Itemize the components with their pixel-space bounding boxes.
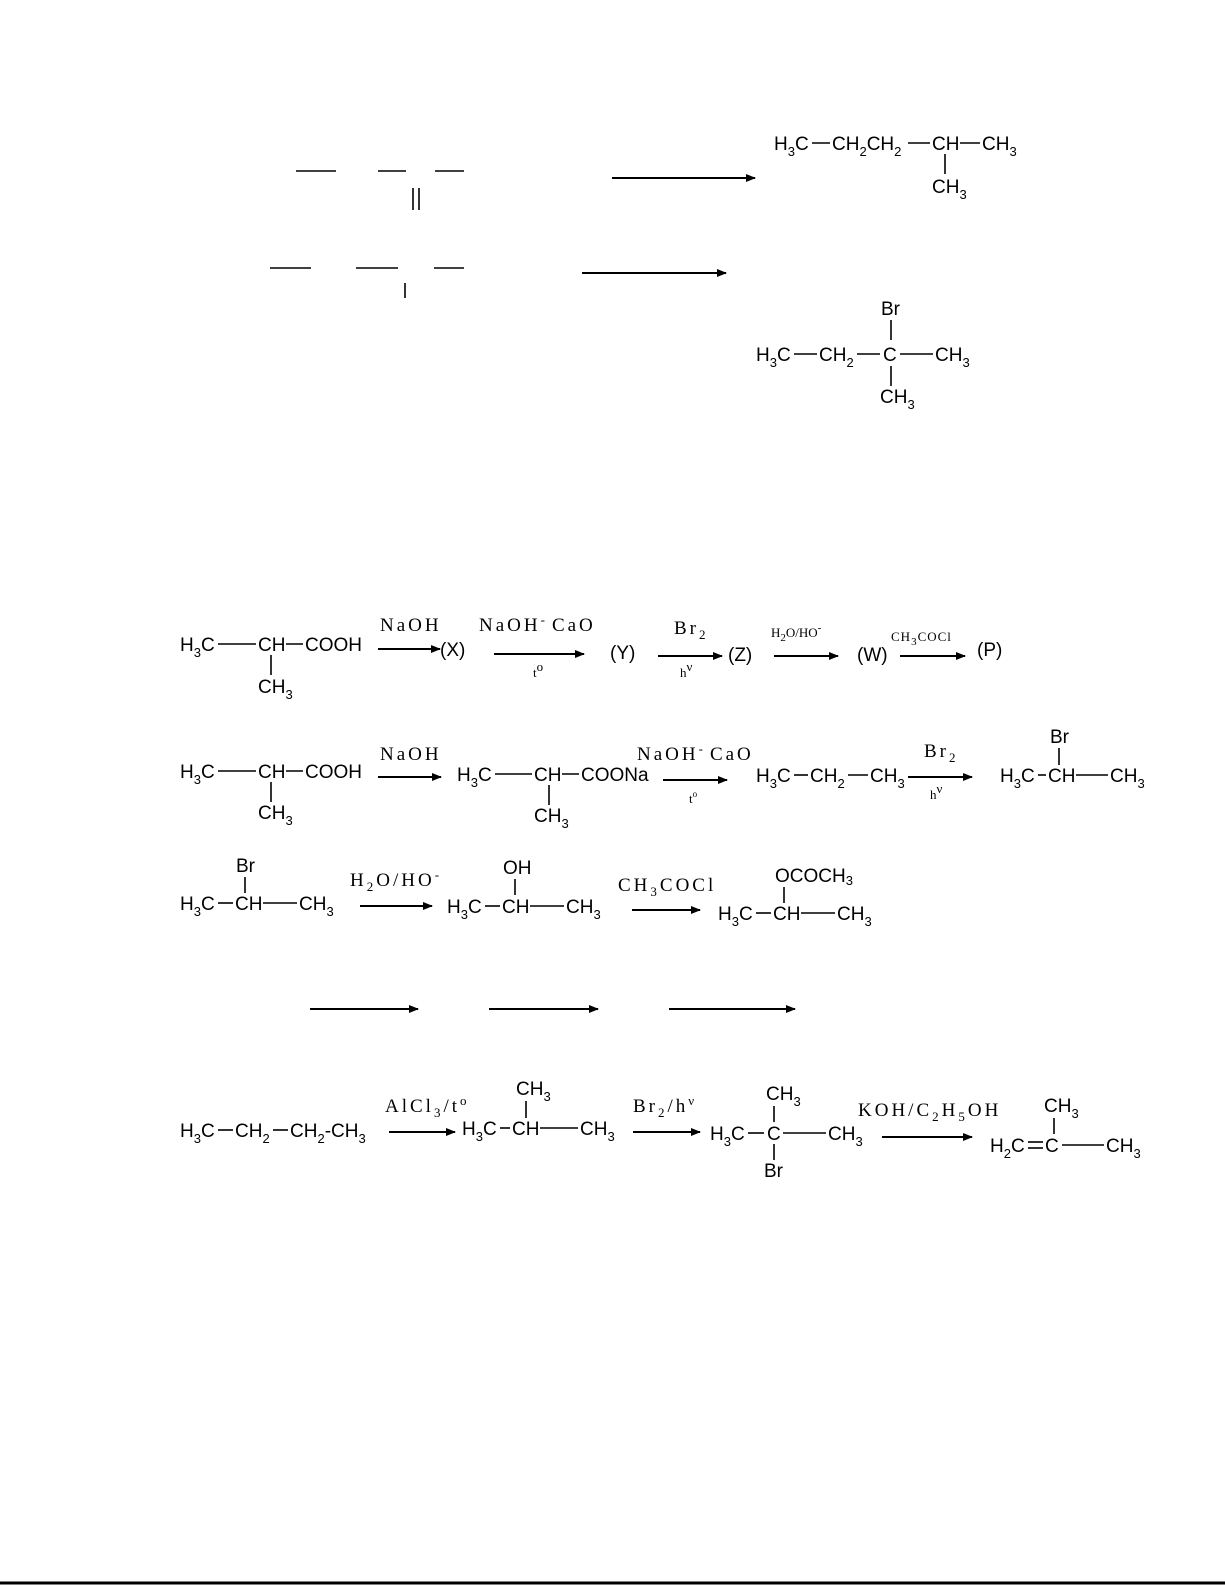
svg-text:CH3: $CH_3$: [258, 803, 293, 828]
svg-text:CH3: $CH_3$: [982, 134, 1017, 159]
svg-text:Br: Br: [881, 299, 900, 320]
svg-text:NaOH-CaO: NaOH- CaO: [637, 741, 754, 765]
svg-text:H3C: $H_3C$: [180, 1121, 215, 1146]
svg-text:CH2-CH3: $CH_2-CH_3$: [290, 1121, 366, 1146]
svg-text:Br2: $Br_2$: [674, 618, 709, 642]
svg-text:AlCl3/to: $AlCl_3/t^o$: [385, 1093, 470, 1120]
2-bromopropane: [180, 856, 334, 919]
svg-text:H3C: $H_3C$: [756, 766, 791, 791]
svg-text:CH: CH: [773, 904, 801, 925]
svg-text:NaOH-CaO: NaOH- CaO: [479, 612, 596, 636]
svg-text:CH3: $CH_3$: [1106, 1136, 1141, 1161]
svg-text:CH3: $CH_3$: [534, 806, 569, 831]
svg-text:to: $t^o$: [689, 789, 698, 806]
svg-text:COONa: COONa: [581, 765, 649, 786]
svg-text:to: to: [533, 659, 544, 680]
svg-text:CH3: $CH_3$: [516, 1079, 551, 1104]
svg-text:CH2CH2: $CH_2CH_2$: [832, 134, 902, 159]
scheme-2-row-3: [180, 856, 872, 929]
svg-text:Br2/hν: $Br_2/h^\nu$: [633, 1093, 698, 1120]
svg-text:Br: Br: [1050, 727, 1069, 748]
svg-text:(W): (W): [857, 645, 888, 666]
svg-text:CH3: $CH_3$: [580, 1119, 615, 1144]
svg-text:CH3: $CH_3$: [299, 894, 334, 919]
svg-text:hν: hν: [930, 781, 943, 802]
svg-text:CH3: $CH_3$: [880, 387, 915, 412]
isobutyric-acid: [180, 762, 362, 828]
svg-text:CH3: $CH_3$: [1110, 766, 1145, 791]
svg-text:H3C: $H_3C$: [1000, 766, 1035, 791]
svg-text:CH3COCl: $CH_3COCl$: [618, 875, 717, 899]
svg-text:CH3: $CH_3$: [935, 345, 970, 370]
svg-text:H3C: $H_3C$: [756, 345, 791, 370]
svg-text:CH3: $CH_3$: [566, 897, 601, 922]
svg-text:H2C: $H_2C$: [990, 1136, 1025, 1161]
svg-text:CH: CH: [258, 635, 286, 656]
svg-text:OCOCH3: OCOCH3: [775, 866, 853, 888]
scheme-3: [180, 1079, 1141, 1182]
scheme-2-row-1: [180, 612, 1002, 702]
svg-text:CH: CH: [258, 762, 286, 783]
svg-text:CH3: $CH_3$: [1044, 1096, 1079, 1121]
propane: [756, 766, 905, 791]
svg-text:COOH: COOH: [305, 762, 362, 783]
svg-text:Br: Br: [764, 1161, 783, 1182]
svg-text:CH2: $CH_2$: [235, 1121, 270, 1146]
svg-text:CH3: $CH_3$: [837, 904, 872, 929]
svg-text:CH: CH: [502, 897, 530, 918]
svg-text:CH3: $CH_3$: [870, 766, 905, 791]
product-2-bromo-2-methylbutane: [756, 299, 970, 412]
svg-text:hν: hν: [680, 659, 693, 680]
svg-text:(X): (X): [440, 640, 466, 661]
scheme-1: [270, 134, 1017, 412]
svg-text:H2O/HO-: $H_2O/HO^-$: [350, 867, 443, 894]
svg-text:H3C: $H_3C$: [180, 762, 215, 787]
sodium-isobutyrate: [457, 765, 649, 831]
svg-text:(P): (P): [977, 640, 1003, 661]
svg-text:(Y): (Y): [610, 643, 636, 664]
svg-text:H3C: $H_3C$: [447, 897, 482, 922]
scheme-2-row-2: [180, 727, 1145, 831]
product-2-methylpentane: [774, 134, 1017, 202]
isopropyl-acetate: [718, 866, 872, 929]
svg-text:CH2: $CH_2$: [819, 345, 854, 370]
svg-text:H2O/HO-: $H_2O/HO^-$: [771, 622, 822, 644]
svg-text:CH: CH: [235, 894, 263, 915]
svg-text:H3C: $H_3C$: [462, 1119, 497, 1144]
isobutane: [462, 1079, 615, 1144]
svg-text:H3C: $H_3C$: [718, 904, 753, 929]
svg-text:OH: OH: [503, 858, 532, 879]
svg-text:CH3COCl: $CH_3COCl$: [891, 629, 952, 648]
svg-text:C: C: [1045, 1136, 1059, 1157]
2-bromo-2-methylpropane: [710, 1084, 863, 1182]
svg-text:CH: CH: [1048, 766, 1076, 787]
svg-text:CH2: $CH_2$: [810, 766, 845, 791]
2-bromopropane: [1000, 727, 1145, 791]
svg-text:CH: CH: [932, 134, 960, 155]
svg-text:Br: Br: [236, 856, 255, 877]
svg-text:H3C: $H_3C$: [180, 894, 215, 919]
svg-text:CH3: $CH_3$: [828, 1124, 863, 1149]
svg-text:C: C: [767, 1124, 781, 1145]
svg-text:CH: CH: [534, 765, 562, 786]
svg-text:Br2: $Br_2$: [924, 741, 959, 765]
svg-text:CH3: $CH_3$: [766, 1084, 801, 1109]
svg-text:NaOH: NaOH: [380, 615, 442, 636]
svg-text:H3C: $H_3C$: [457, 765, 492, 790]
isobutylene: [990, 1096, 1141, 1161]
svg-text:CH3: $CH_3$: [258, 677, 293, 702]
svg-text:H3C: $H_3C$: [710, 1124, 745, 1149]
svg-text:COOH: COOH: [305, 635, 362, 656]
svg-text:H3C: $H_3C$: [774, 134, 809, 159]
svg-text:CH3: $CH_3$: [932, 177, 967, 202]
butane: [180, 1121, 366, 1146]
2-propanol: [447, 858, 601, 922]
isobutyric-acid: [180, 635, 362, 702]
svg-text:NaOH: NaOH: [380, 744, 442, 765]
svg-text:H3C: $H_3C$: [180, 635, 215, 660]
svg-text:(Z): (Z): [728, 645, 753, 666]
svg-text:C: C: [883, 345, 897, 366]
svg-text:CH: CH: [512, 1119, 540, 1140]
svg-text:KOH/C2H5OH: KOH/$C_2H_5OH$: [858, 1100, 1002, 1124]
